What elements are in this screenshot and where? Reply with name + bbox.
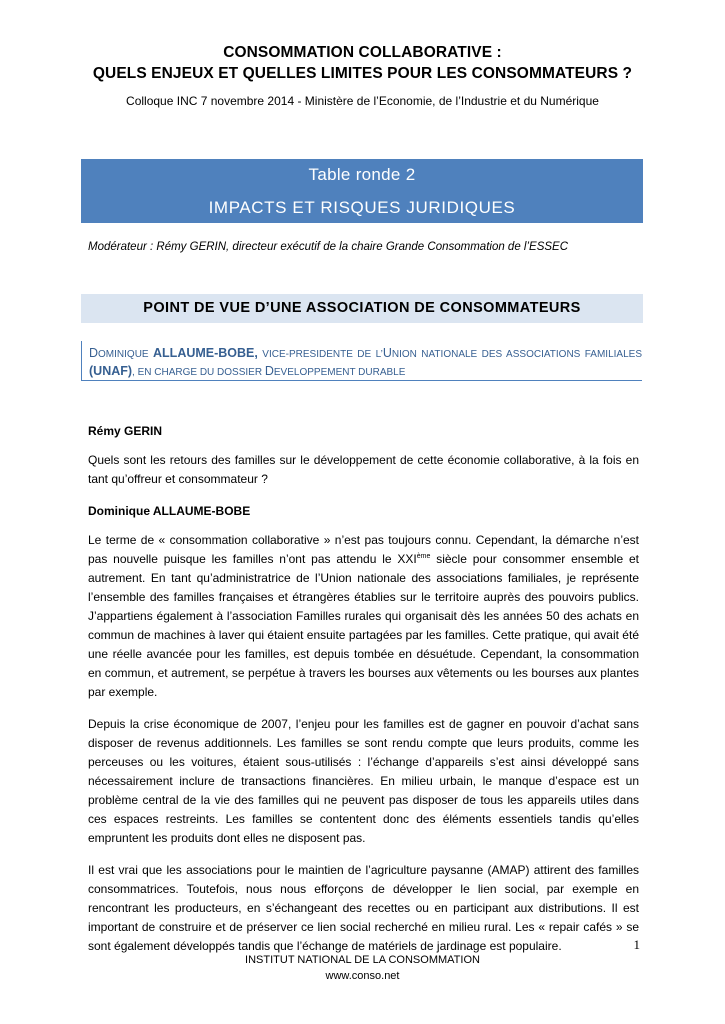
- section-title-box: [81, 294, 643, 323]
- answer-paragraph-1-rest: siècle pour consommer ensemble et autrement. En tant qu’administratrice de l’Union nationale des associations familiales, je représente l’ensemble des familles françaises et étrangères établies sur le territoire auprès des pouvoirs publics. J’appartiens également à l’association Familles rurales qui organisait dès les années 50 des achats en commun de machines à laver qui étaient ensuite partagées par les familles. Cette pratique, qui avait été une réelle avancée pour les familles, est depuis tombée en désuétude. Cependant, la consommation en commun, et autrement, se perpétue à travers les bourses aux vêtements ou les bourses aux plantes par exemple.: [88, 552, 639, 699]
- document-header: [80, 42, 645, 109]
- speaker-header-part: NION NATIONALE DES ASSOCIATIONS FAMILIALES: [391, 349, 642, 360]
- question-paragraph: Quels sont les retours des familles sur le développement de cette économie collaborative, à la fois en tant qu’offreur et consommateur ?: [88, 453, 639, 486]
- document-subtitle: Colloque INC 7 novembre 2014 - Ministère de l’Economie, de l’Industrie et du Numérique: [126, 94, 599, 108]
- answer-paragraph-1: [88, 531, 639, 702]
- speaker-name-allaume-bobe: Dominique ALLAUME-BOBE: [88, 504, 251, 518]
- page-number: 1: [633, 937, 640, 952]
- speaker-header-part: , EN CHARGE DU DOSSIER: [132, 367, 265, 378]
- speaker-header-part: D: [264, 364, 274, 378]
- banner-title: Table ronde 2: [308, 165, 416, 184]
- document-title-line1: CONSOMMATION COLLABORATIVE :: [223, 44, 502, 61]
- speaker-name-gerin: Rémy GERIN: [88, 424, 163, 438]
- speaker-header-part: OMINIQUE: [98, 349, 154, 360]
- century-superscript: ème: [416, 553, 431, 560]
- banner-subtitle: IMPACTS ET RISQUES JURIDIQUES: [208, 198, 516, 217]
- speaker-header-box: [81, 341, 642, 381]
- moderator-line: Modérateur : Rémy GERIN, directeur exécutif de la chaire Grande Consommation de l’ESSEC: [88, 241, 569, 253]
- speaker-header-part: EVELOPPEMENT DURABLE: [273, 367, 406, 378]
- speaker-header-name: ALLAUME-BOBE,: [153, 346, 258, 360]
- transcript-body: [88, 422, 639, 956]
- section-title: POINT DE VUE D’UNE ASSOCIATION DE CONSOMMATEURS: [143, 300, 581, 316]
- answer-paragraph-1-start: Le terme de « consommation collaborative » n’est pas toujours connu. Cependant, la démarche n’est pas nouvelle puisque les familles n’ont pas attendu le XXI: [88, 533, 639, 566]
- speaker-header-part: D: [89, 346, 99, 360]
- speaker-header-text: [89, 345, 642, 381]
- footer-website: www.conso.net: [325, 970, 400, 982]
- answer-paragraph-2: Depuis la crise économique de 2007, l’enjeu pour les familles est de gagner en pouvoir d’achat sans disposer de revenus additionnels. Les familles se sont rendu compte que leurs produits, comme les perceuses ou les voitures, étaient sous-utilisés : l’échange d’appareils s’est ainsi développé sans nécessairement inclure de transactions financières. En milieu urbain, le manque d’espace est un problème central de la vie des familles qui ne peuvent pas disposer de tous les appareils utiles dans ces espaces restreints. Les familles se contentent donc des éléments essentiels tandis qu’elles empruntent les produits dont elles ne disposent pas.: [88, 717, 639, 845]
- footer-institution: INSTITUT NATIONAL DE LA CONSOMMATION: [245, 954, 480, 966]
- answer-paragraph-3: Il est vrai que les associations pour le maintien de l’agriculture paysanne (AMAP) attirent des familles consommatrices. Toutefois, nous nous efforçons de développer le lien social, par exemple en rencontrant les producteurs, en s’échangeant des recettes ou en participant aux distributions. Il est important de construire et de préserver ce lien social recherché en milieu rural. Les « repair cafés » se sont également développés tandis que l’échange de matériels de jardinage est populaire.: [88, 863, 639, 953]
- page-footer: [80, 952, 645, 984]
- round-table-banner: [81, 159, 643, 223]
- speaker-header-part: U: [382, 346, 392, 360]
- speaker-header-part: VICE-PRESIDENTE DE L’: [257, 349, 383, 360]
- document-title-line2: QUELS ENJEUX ET QUELLES LIMITES POUR LES CONSOMMATEURS ?: [92, 65, 633, 82]
- speaker-header-acronym: (UNAF): [89, 364, 133, 378]
